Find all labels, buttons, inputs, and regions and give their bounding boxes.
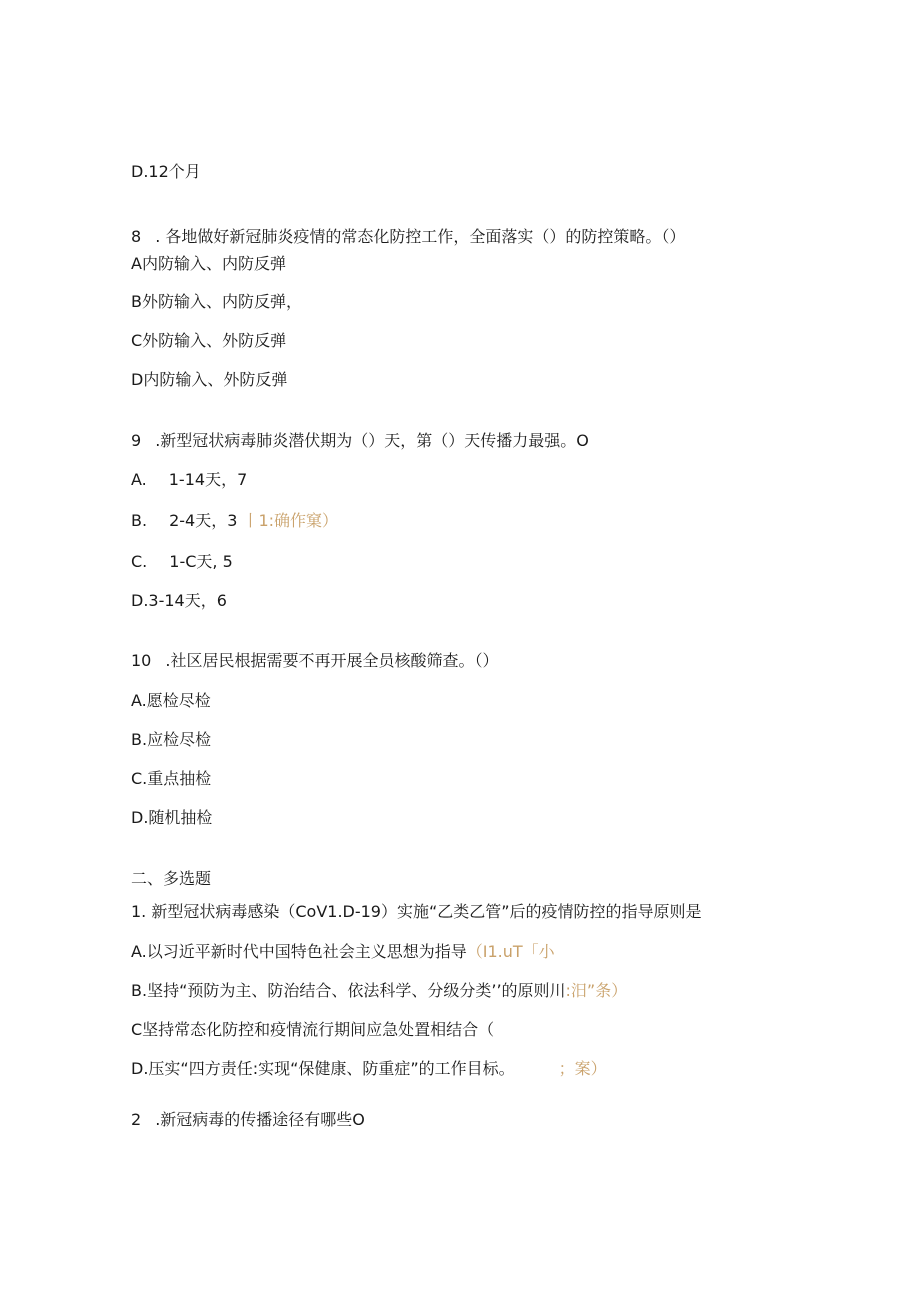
q10-option-b: B.应检尽检 <box>131 730 212 749</box>
mc-q2-text: .新冠病毒的传播途径有哪些O <box>155 1110 365 1129</box>
q10-text: .社区居民根据需要不再开展全员核酸筛查。（） <box>165 651 499 670</box>
mc-q2-number: 2 <box>131 1110 142 1129</box>
q10-option-a: A.愿检尽检 <box>131 691 211 710</box>
mc-q1-stem: 1. 新型冠状病毒感染（CoV1.D-19）实施“乙类乙管”后的疫情防控的指导原则是 <box>131 902 702 921</box>
mc-q1-option-d-text: D.压实“四方责任:实现“保健康、防重症”的工作目标。 <box>131 1059 515 1078</box>
q10-option-d: D.随机抽检 <box>131 808 213 827</box>
q9-option-c-text: 1-C天, 5 <box>169 552 233 571</box>
q9-option-a <box>131 469 247 491</box>
q9-option-b <box>131 510 338 532</box>
q9-option-c <box>131 551 233 573</box>
q7-option-d: D.12个月 <box>131 162 201 181</box>
q8-option-d: D内防输入、外防反弹 <box>131 370 288 389</box>
q8-option-a: A内防输入、内防反弹 <box>131 254 286 273</box>
mc-q1-option-a-text: A.以习近平新时代中国特色社会主义思想为指导 <box>131 942 467 961</box>
q9-option-a-letter: A. <box>131 470 147 489</box>
q9-option-c-letter: C. <box>131 552 148 571</box>
q8-stem <box>131 226 685 248</box>
q9-option-d: D.3-14天，6 <box>131 591 227 610</box>
q8-option-c: C外防输入、外防反弹 <box>131 331 287 350</box>
q9-stem <box>131 430 589 452</box>
q9-option-a-text: 1-14天，7 <box>168 470 248 489</box>
q8-option-b: B外防输入、内防反弹， <box>131 292 302 311</box>
q9-option-b-annotation: 丨1:确作窠） <box>242 511 339 530</box>
mc-q1-option-d-annotation: ；案） <box>558 1059 607 1078</box>
mc-q1-option-a <box>131 941 555 963</box>
mc-q2-stem <box>131 1109 365 1131</box>
section-heading-multiple-choice: 二、多选题 <box>131 869 212 888</box>
q10-stem <box>131 650 498 672</box>
q9-option-b-letter: B. <box>131 511 148 530</box>
mc-q1-option-c <box>131 1019 494 1041</box>
q10-number: 10 <box>131 651 152 670</box>
mc-q1-option-b <box>131 980 627 1002</box>
q9-option-b-text: 2-4天，3 <box>169 511 238 530</box>
mc-q1-option-d <box>131 1058 607 1080</box>
q8-text: . 各地做好新冠肺炎疫情的常态化防控工作，全面落实（）的防控策略。（） <box>155 227 686 246</box>
q9-number: 9 <box>131 431 142 450</box>
mc-q1-option-a-annotation: （I1.uT「小 <box>466 942 555 961</box>
q9-text: .新型冠状病毒肺炎潜伏期为（）天，第（）天传播力最强。O <box>155 431 589 450</box>
mc-q1-option-b-text: B.坚持“预防为主、防治结合、依法科学、分级分类’’的原则川 <box>131 981 566 1000</box>
mc-q1-option-c-text: C坚持常态化防控和疫情流行期间应急处置相结合（ <box>131 1020 495 1039</box>
mc-q1-option-b-annotation: :汨”条） <box>565 981 628 1000</box>
q8-number: 8 <box>131 227 142 246</box>
q10-option-c: C.重点抽检 <box>131 769 212 788</box>
